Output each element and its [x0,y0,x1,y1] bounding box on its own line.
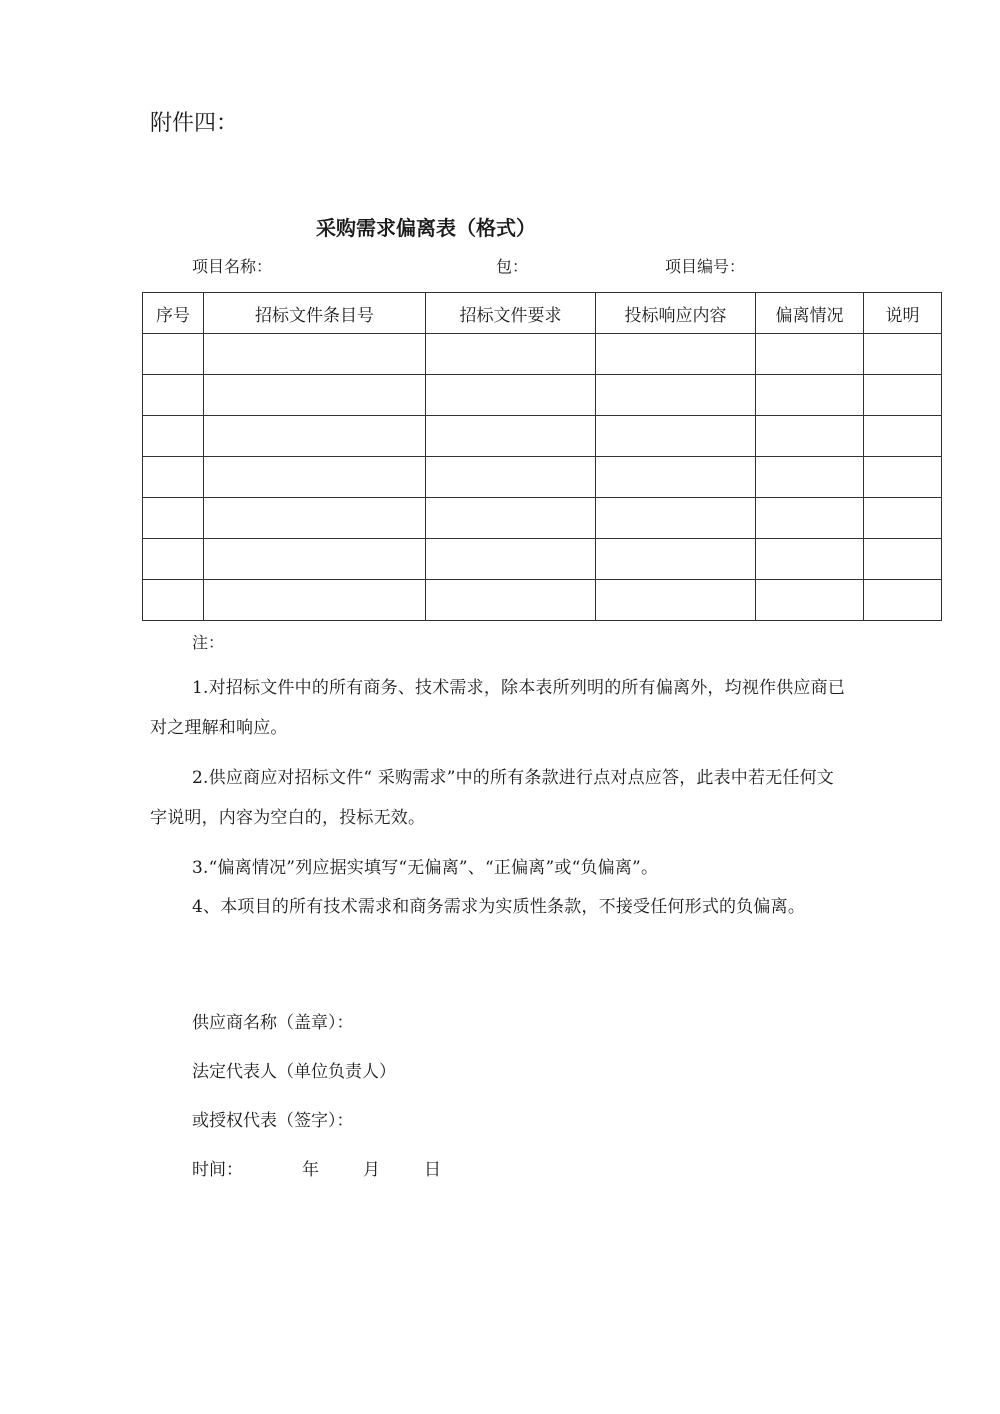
table-cell [756,580,864,621]
note-item-3: 3.“偏离情况”列应据实填写“无偏离”、“正偏离”或“负偏离”。 [192,858,659,878]
time-label: 时间： [192,1160,243,1180]
table-cell [596,539,756,580]
table-cell [204,580,426,621]
table-cell [426,375,596,416]
table-cell [143,539,204,580]
table-cell [864,498,942,539]
table-cell [426,498,596,539]
table-cell [596,334,756,375]
note-item-4: 4、本项目的所有技术需求和商务需求为实质性条款，不接受任何形式的负偏离。 [192,897,806,917]
table-row [143,580,942,621]
notes-label: 注： [192,633,225,652]
table-cell [756,375,864,416]
table-cell [143,580,204,621]
table-cell [204,457,426,498]
table-cell [426,457,596,498]
table-cell [756,539,864,580]
table-row [143,334,942,375]
table-cell [143,498,204,539]
table-cell [204,375,426,416]
table-cell [596,457,756,498]
note-item-1: 1.对招标文件中的所有商务、技术需求，除本表所列明的所有偏离外，均视作供应商已对之理解和响应。 [150,678,846,738]
table-cell [204,334,426,375]
table-cell [143,375,204,416]
table-cell [864,375,942,416]
table-header-row [143,293,942,334]
project-name-label: 项目名称： [192,257,273,276]
table-cell [756,498,864,539]
table-cell [143,416,204,457]
table-row [143,457,942,498]
project-number-label: 项目编号： [665,257,746,276]
month-label: 月 [363,1160,380,1180]
table-cell [204,416,426,457]
table-cell [426,334,596,375]
table-cell [864,334,942,375]
table-cell [204,498,426,539]
table-cell [426,416,596,457]
table-cell [596,498,756,539]
year-label: 年 [302,1160,319,1180]
legal-rep-label: 法定代表人（单位负责人） [192,1062,396,1082]
header-remarks: 说明 [864,293,942,334]
table-cell [204,539,426,580]
table-row [143,539,942,580]
table-cell [864,416,942,457]
package-label: 包： [496,257,529,276]
header-response: 投标响应内容 [596,293,756,334]
header-clause-number: 招标文件条目号 [204,293,426,334]
note-item-2: 2.供应商应对招标文件“ 采购需求”中的所有条款进行点对点应答，此表中若无任何文字说明，内容为空白的，投标无效。 [150,768,835,828]
attachment-label: 附件四： [150,111,239,136]
table-cell [596,416,756,457]
table-cell [426,580,596,621]
table-cell [143,457,204,498]
table-cell [864,580,942,621]
page-title: 采购需求偏离表（格式） [316,216,536,240]
table-row [143,375,942,416]
table-cell [756,457,864,498]
day-label: 日 [424,1160,441,1180]
table-cell [864,539,942,580]
table-cell [143,334,204,375]
table-cell [756,334,864,375]
header-index: 序号 [143,293,204,334]
table-cell [864,457,942,498]
table-cell [756,416,864,457]
table-row [143,498,942,539]
table-row [143,416,942,457]
deviation-table [142,292,942,621]
header-deviation: 偏离情况 [756,293,864,334]
table-cell [596,580,756,621]
table-cell [426,539,596,580]
table-cell [596,375,756,416]
authorized-rep-label: 或授权代表（签字）： [192,1111,354,1131]
header-requirement: 招标文件要求 [426,293,596,334]
supplier-name-label: 供应商名称（盖章）： [192,1013,354,1033]
